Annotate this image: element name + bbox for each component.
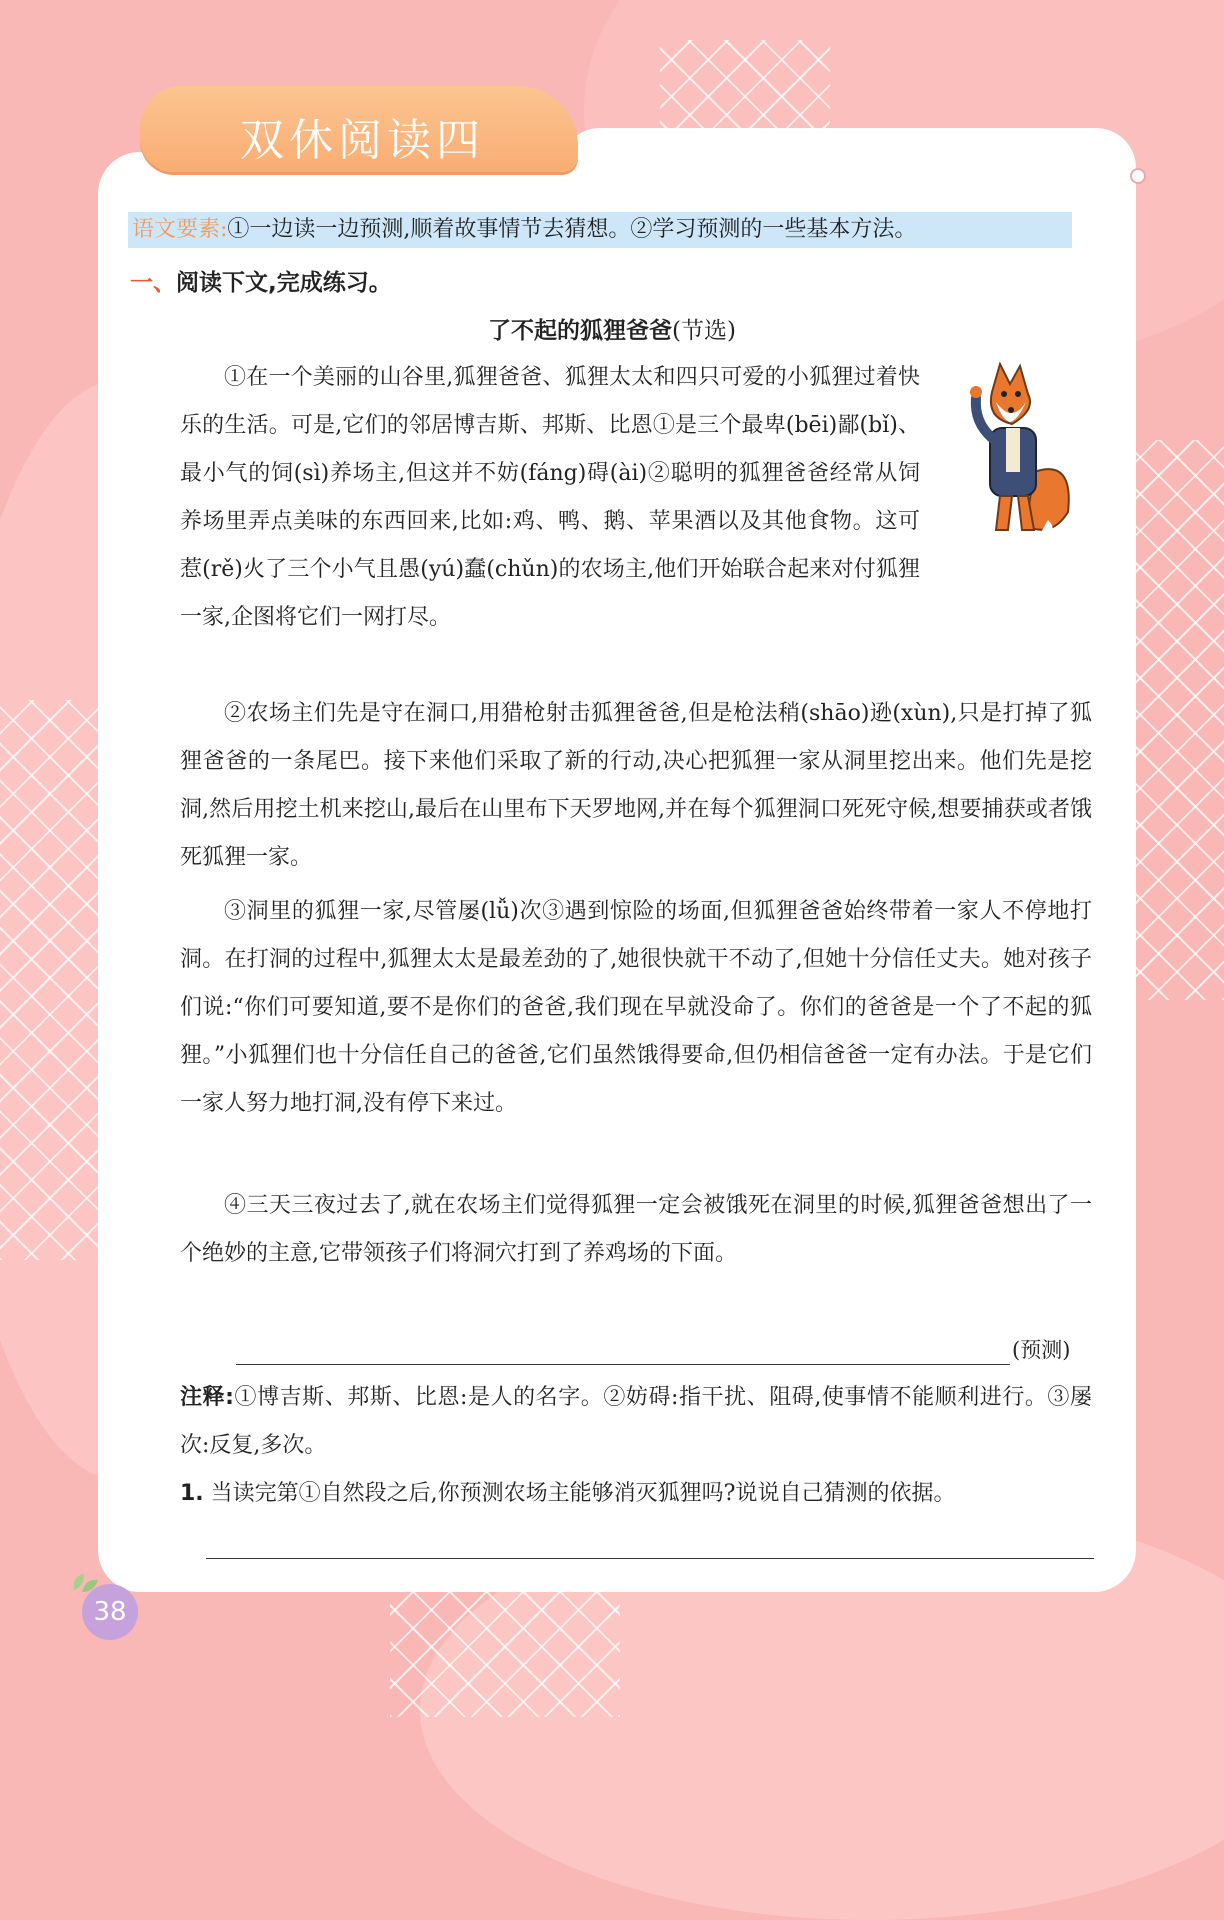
paragraph-2 [180, 690, 1092, 882]
annotations-label: 注释: [180, 1385, 234, 1410]
answer-line[interactable] [206, 1558, 1094, 1559]
decor-dot [1130, 168, 1146, 184]
annotations-text: ①博吉斯、邦斯、比恩:是人的名字。②妨碍:指干扰、阻碍,使事情不能顺利进行。③屡次:反复,多次。 [180, 1385, 1092, 1458]
question-text: 当读完第①自然段之后,你预测农场主能够消灭狐狸吗?说说自己猜测的依据。 [210, 1481, 956, 1506]
passage-title [0, 312, 1224, 345]
question-1 [180, 1476, 955, 1507]
paragraph-4-text: ④三天三夜过去了,就在农场主们觉得狐狸一定会被饿死在洞里的时候,狐狸爸爸想出了一个绝妙的主意,它带领孩子们将洞穴打到了养鸡场的下面。 [180, 1193, 1092, 1266]
paragraph-4 [180, 1182, 1092, 1278]
section-heading [130, 264, 392, 297]
prediction-label: (预测) [1012, 1338, 1071, 1362]
page-number: 38 [82, 1584, 138, 1640]
page-title: 双休阅读四 [240, 115, 485, 166]
paragraph-1-text: ①在一个美丽的山谷里,狐狸爸爸、狐狸太太和四只可爱的小狐狸过着快乐的生活。可是,它们的邻居博吉斯、邦斯、比恩①是三个最卑(bēi)鄙(bǐ)、最小气的饲(sì)养场主,但这并不妨(fáng)碍(ài)②聪明的狐狸爸爸经常从饲养场里弄点美味的东西回来,比如:鸡、鸭、鹅、苹果酒以及其他食物。这可惹(rě)火了三个小气且愚(yú)蠢(chǔn)的农场主,他们开始联合起来对付狐狸一家,企图将它们一网打尽。 [180, 365, 920, 630]
paragraph-3-text: ③洞里的狐狸一家,尽管屡(lǚ)次③遇到惊险的场面,但狐狸爸爸始终带着一家人不停地打洞。在打洞的过程中,狐狸太太是最差劲的了,她很快就干不动了,但她十分信任丈夫。她对孩子们说:“你们可要知道,要不是你们的爸爸,我们现在早就没命了。你们的爸爸是一个了不起的狐狸。”小狐狸们也十分信任自己的爸爸,它们虽然饿得要命,但仍相信爸爸一定有办法。于是它们一家人努力地打洞,没有停下来过。 [180, 899, 1092, 1116]
paragraph-1 [180, 354, 1092, 642]
section-title: 阅读下文,完成练习。 [176, 270, 392, 296]
card-tab-extension [560, 128, 1136, 208]
grid-decoration [1130, 440, 1224, 1000]
prediction-answer-line[interactable] [236, 1364, 1010, 1365]
question-number: 1. [180, 1481, 204, 1506]
passage-title-text: 了不起的狐狸爸爸 [488, 318, 673, 344]
section-number: 一、 [130, 270, 176, 296]
elements-label: 语文要素: [132, 217, 228, 242]
paragraph-3 [180, 888, 1092, 1128]
elements-text: ①一边读一边预测,顺着故事情节去猜想。②学习预测的一些基本方法。 [227, 217, 917, 242]
grid-decoration [390, 1580, 620, 1717]
grid-decoration [0, 700, 100, 1260]
annotations [180, 1374, 1092, 1470]
paragraph-2-text: ②农场主们先是守在洞口,用猎枪射击狐狸爸爸,但是枪法稍(shāo)逊(xùn),只是打掉了狐狸爸爸的一条尾巴。接下来他们采取了新的行动,决心把狐狸一家从洞里挖出来。他们先是挖洞,然后用挖土机来挖山,最后在山里布下天罗地网,并在每个狐狸洞口死死守候,想要捕获或者饿死狐狸一家。 [180, 701, 1092, 870]
learning-elements [128, 212, 1072, 248]
passage-title-note: (节选) [672, 318, 736, 344]
